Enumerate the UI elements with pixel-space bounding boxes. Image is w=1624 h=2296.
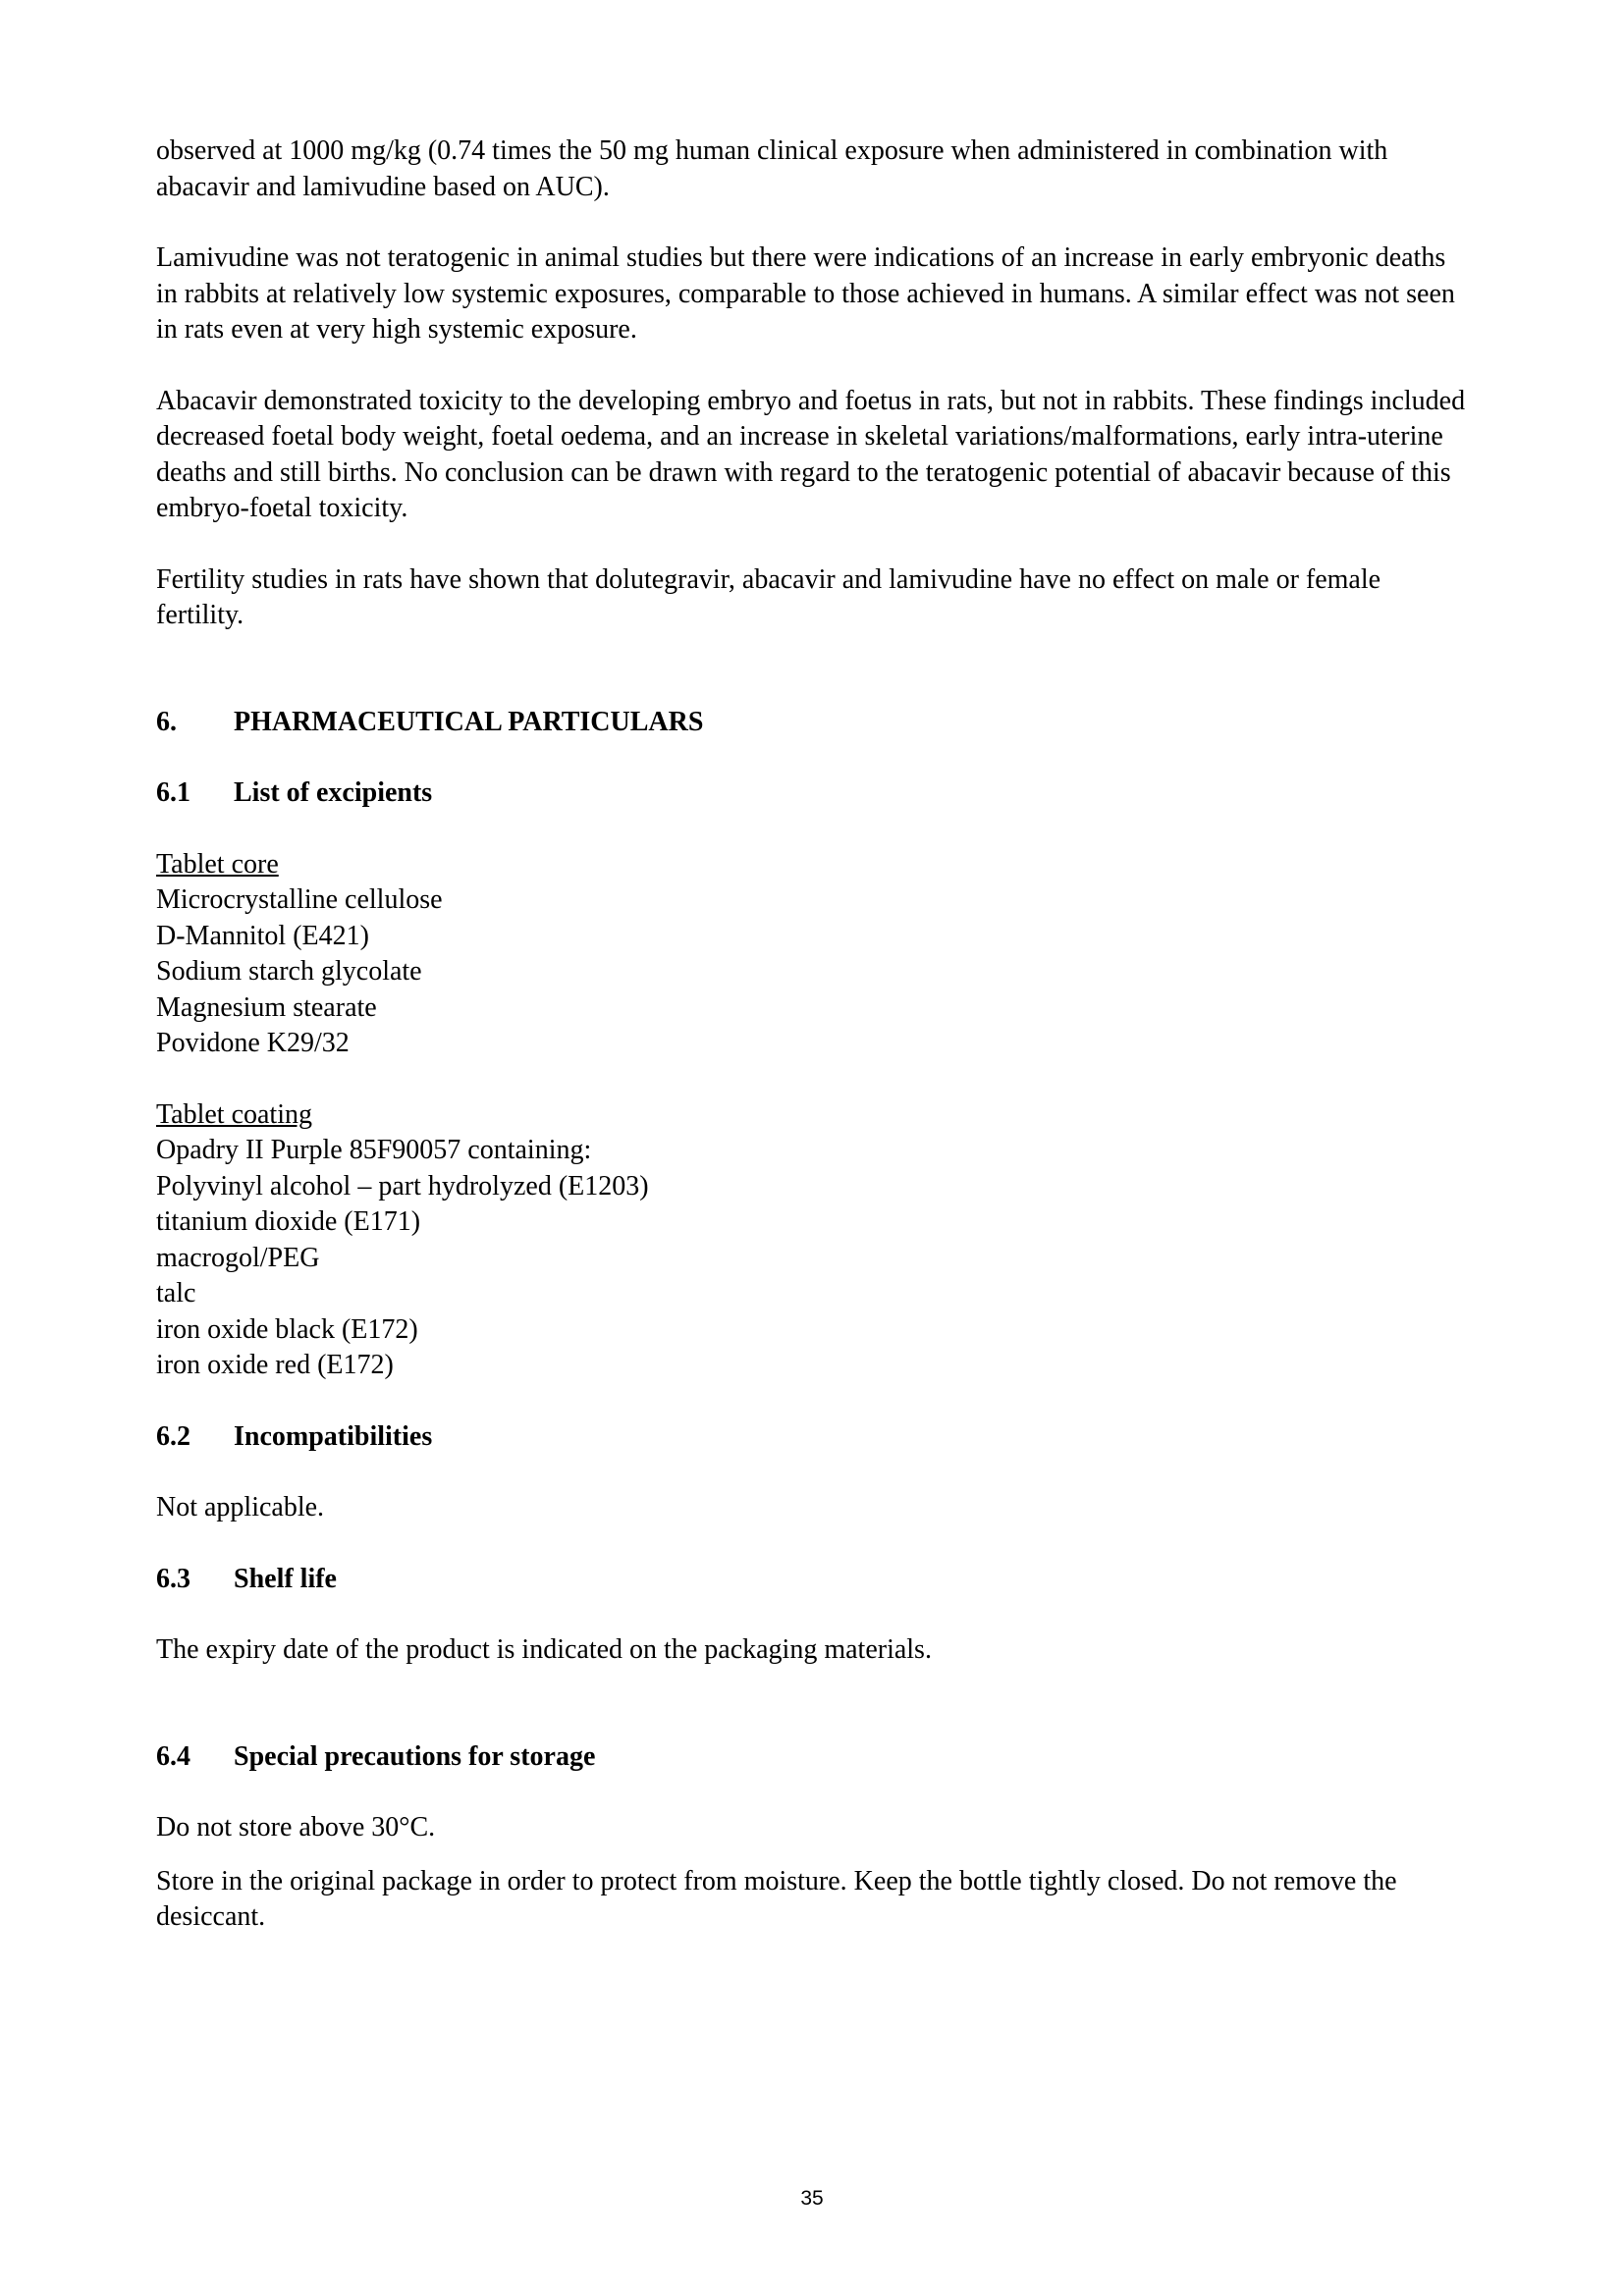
section-6-3-number: 6.3	[156, 1563, 190, 1594]
list-item: talc	[156, 1278, 196, 1308]
tablet-coating-heading: Tablet coating	[156, 1098, 312, 1130]
section-6-4-number: 6.4	[156, 1740, 190, 1772]
section-6-3-heading	[156, 1562, 1472, 1598]
list-item: titanium dioxide (E171)	[156, 1206, 421, 1237]
section-6-2-title: Incompatibilities	[234, 1420, 433, 1452]
tablet-core-heading: Tablet core	[156, 848, 279, 880]
intro-paragraph-4: Fertility studies in rats have shown that dolutegravir, abacavir and lamivudine have no effect on male or female fertility.	[156, 563, 1381, 630]
list-item: Polyvinyl alcohol – part hydrolyzed (E1203)	[156, 1170, 649, 1201]
shelf-life-text: The expiry date of the product is indicated on the packaging materials.	[156, 1634, 932, 1665]
list-item: Sodium starch glycolate	[156, 956, 422, 987]
tablet-core-list	[156, 847, 1472, 1062]
section-6-number: 6.	[156, 706, 177, 737]
section-6-4-heading	[156, 1739, 1472, 1776]
intro-paragraph-2: Lamivudine was not teratogenic in animal studies but there were indications of an increase in early embryonic deaths in rabbits at relatively low systemic exposures, comparable to those achieved in humans. A similar effect was not seen in rats even at very high systemic exposure.	[156, 242, 1455, 345]
page-content	[156, 133, 1472, 1971]
intro-paragraph-3: Abacavir demonstrated toxicity to the developing embryo and foetus in rats, but not in rabbits. These findings included decreased foetal body weight, foetal oedema, and an increase in skeletal variations/malformations, early intra-uterine deaths and still births. No conclusion can be drawn with regard to the teratogenic potential of abacavir because of this embryo-foetal toxicity.	[156, 385, 1466, 523]
list-item: iron oxide red (E172)	[156, 1350, 394, 1380]
section-6-1-heading	[156, 775, 1472, 812]
list-item: iron oxide black (E172)	[156, 1313, 418, 1345]
section-6-4-title: Special precautions for storage	[234, 1740, 596, 1772]
incompatibilities-text: Not applicable.	[156, 1492, 325, 1522]
list-item: macrogol/PEG	[156, 1242, 320, 1273]
list-item: Opadry II Purple 85F90057 containing:	[156, 1135, 592, 1165]
tablet-coating-list	[156, 1097, 1472, 1384]
section-6-2-number: 6.2	[156, 1420, 190, 1452]
list-item: Magnesium stearate	[156, 991, 377, 1023]
list-item: Povidone K29/32	[156, 1028, 350, 1058]
page-number: 35	[800, 2187, 824, 2210]
storage-text-1: Do not store above 30°C.	[156, 1812, 436, 1842]
storage-text-2: Store in the original package in order to protect from moisture. Keep the bottle tightly closed. Do not remove the desiccant.	[156, 1865, 1397, 1932]
section-6-title: PHARMACEUTICAL PARTICULARS	[234, 706, 704, 737]
section-6-1-number: 6.1	[156, 777, 190, 808]
section-6-heading	[156, 705, 1472, 741]
list-item: D-Mannitol (E421)	[156, 920, 369, 951]
section-6-3-title: Shelf life	[234, 1563, 337, 1594]
section-6-1-title: List of excipients	[234, 777, 433, 808]
section-6-2-heading	[156, 1419, 1472, 1456]
intro-paragraph-1: observed at 1000 mg/kg (0.74 times the 50 mg human clinical exposure when administered in combination with abacavir and lamivudine based on AUC).	[156, 135, 1388, 202]
list-item: Microcrystalline cellulose	[156, 884, 443, 915]
